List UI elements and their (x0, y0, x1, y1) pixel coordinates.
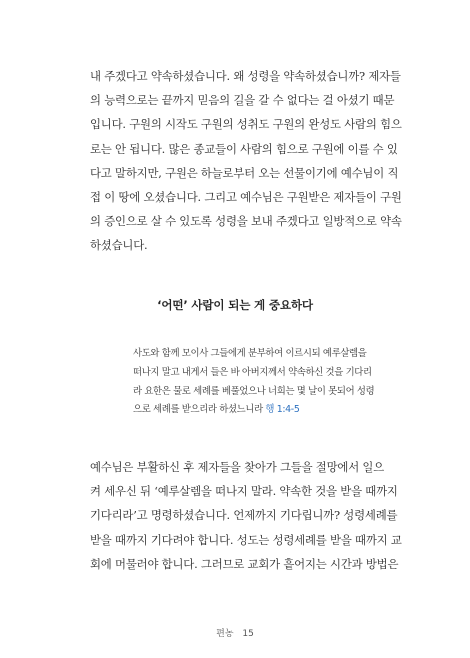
page-footer (0, 626, 470, 639)
body-line: 로는 안 됩니다. 많은 종교들이 사람의 힘으로 구원에 이를 수 있 (90, 141, 398, 156)
body-line: 입니다. 구원의 시작도 구원의 성취도 구원의 완성도 사람의 힘으 (90, 117, 402, 132)
scripture-quote (133, 345, 393, 420)
page-number: 15 (242, 629, 254, 639)
body-line: 의 증인으로 살 수 있도록 성령을 보내 주겠다고 일방적으로 약속 (90, 214, 402, 229)
scripture-reference: 행 1:4-5 (265, 404, 300, 416)
body-line: 켜 세우신 뒤 ‘예루살렘을 떠나지 말라. 약속한 것을 받을 때까지 (90, 484, 398, 499)
body-paragraph-2 (90, 455, 402, 576)
body-line: 예수님은 부활하신 후 제자들을 찾아가 그들을 절망에서 일으 (90, 460, 385, 474)
quote-line-text: 으로 세례를 받으리라 하셨느니라 (133, 404, 266, 416)
body-line: 하셨습니다. (90, 238, 148, 253)
body-line: 회에 머물러야 합니다. 그러므로 교회가 흩어지는 시간과 방법은 (90, 556, 399, 571)
body-line: 의 능력으로는 끝까지 믿음의 길을 갈 수 없다는 걸 아셨기 때문 (90, 93, 395, 108)
footer-section-name: 편농 (216, 629, 234, 639)
quote-line: 사도와 함께 모이사 그들에게 분부하여 이르시되 예루살렘을 (133, 348, 367, 359)
body-line: 다고 말하지만, 구원은 하늘로부터 오는 선물이기에 예수님이 직 (90, 165, 399, 180)
body-line: 접 이 땅에 오셨습니다. 그리고 예수님은 구원받은 제자들이 구원 (90, 189, 402, 204)
body-line: 기다리라’고 명령하셨습니다. 언제까지 기다립니까? 성령세례를 (90, 508, 398, 523)
quote-line: 떠나지 말고 내게서 들은 바 아버지께서 약속하신 것을 기다리 (133, 366, 372, 378)
quote-last-line (133, 401, 393, 420)
body-line: 내 주겠다고 약속하셨습니다. 왜 성령을 약속하셨습니까? 제자들 (90, 69, 401, 83)
quote-line: 라 요한은 물로 세례를 베풀었으나 너희는 몇 날이 못되어 성령 (133, 385, 375, 397)
body-line: 받을 때까지 기다려야 합니다. 성도는 성령세례를 받을 때까지 교 (90, 532, 402, 547)
body-paragraph-1 (90, 64, 402, 258)
section-heading: ‘어떤’ 사람이 되는 게 중요하다 (157, 298, 313, 312)
